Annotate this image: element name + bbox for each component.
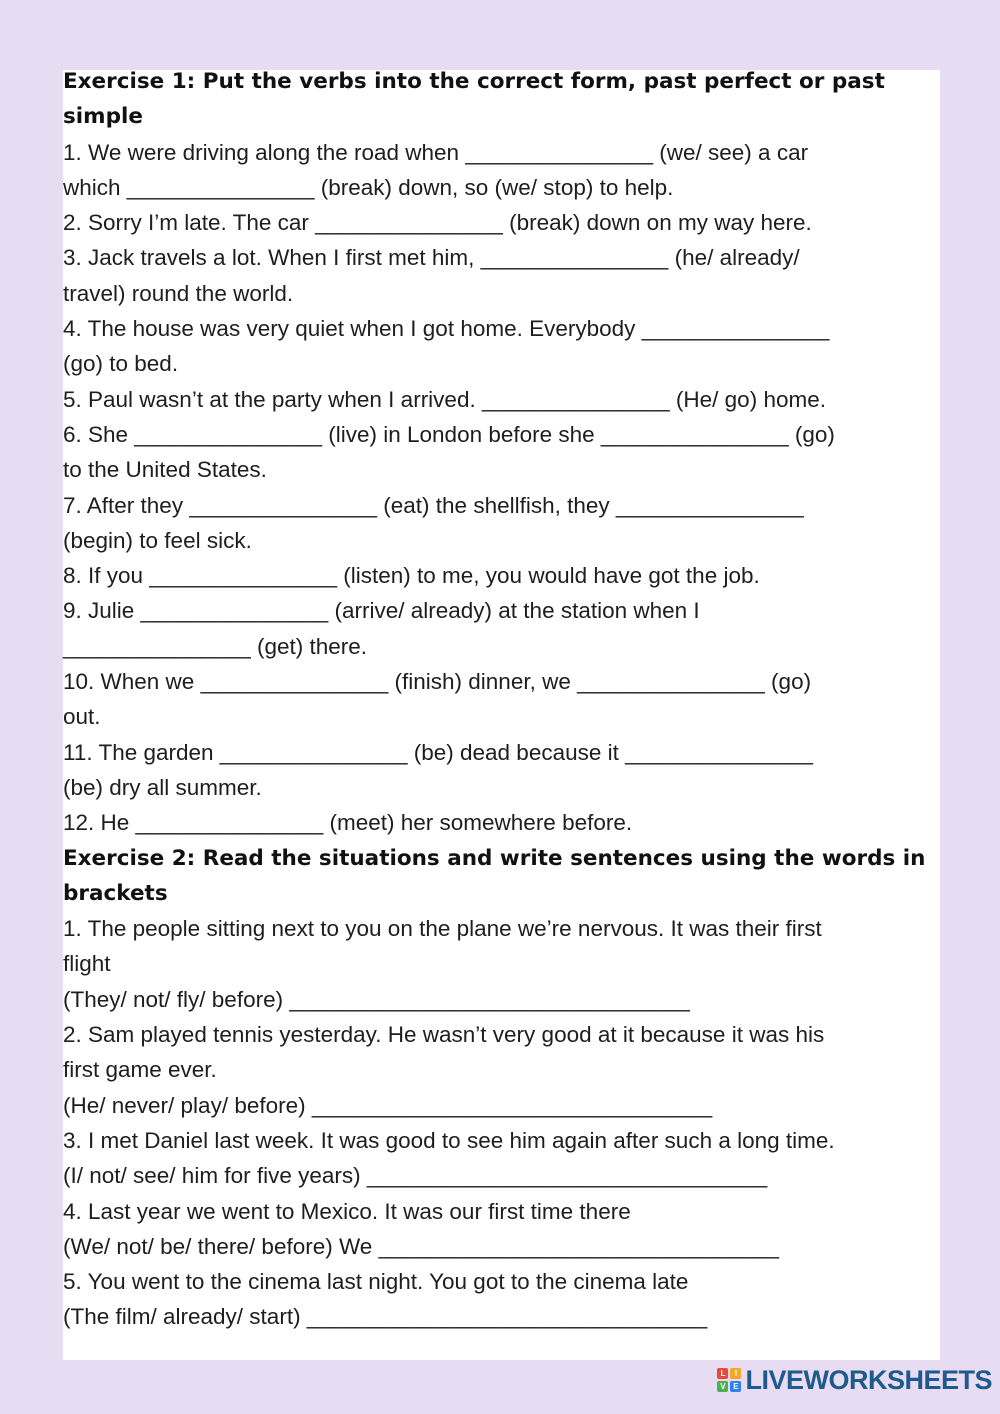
- text-line: 11. The garden _______________ (be) dead because it _______________: [63, 739, 813, 765]
- text-line: to the United States.: [63, 457, 267, 483]
- liveworksheets-logo[interactable]: [717, 1360, 992, 1400]
- exercise-1-heading: Exercise 1: Put the verbs into the correct form, past perfect or past simple: [63, 69, 885, 130]
- text-line: travel) round the world.: [63, 280, 294, 306]
- exercise-2-body: [63, 911, 943, 1335]
- text-line: 6. She _______________ (live) in London before she _______________ (go): [63, 421, 835, 447]
- text-line: (We/ not/ be/ there/ before) We ________________________________: [63, 1233, 780, 1259]
- worksheet-content: [63, 64, 943, 1335]
- exercise-1-body: [63, 135, 943, 841]
- text-line: 9. Julie _______________ (arrive/ already) at the station when I: [63, 598, 700, 624]
- text-line: (begin) to feel sick.: [63, 527, 252, 553]
- logo-mark-icon: [717, 1368, 741, 1392]
- logo-text: LIVEWORKSHEETS: [745, 1364, 992, 1395]
- text-line: (The film/ already/ start) ________________________________: [63, 1304, 708, 1330]
- text-line: 3. Jack travels a lot. When I first met him, _______________ (he/ already/: [63, 245, 800, 271]
- text-line: (They/ not/ fly/ before) ________________________________: [63, 986, 690, 1012]
- text-line: which _______________ (break) down, so (we/ stop) to help.: [63, 174, 674, 200]
- text-line: flight: [63, 951, 111, 977]
- logo-mark-square: I: [730, 1368, 741, 1379]
- logo-mark-square: L: [717, 1368, 728, 1379]
- text-line: (be) dry all summer.: [63, 774, 262, 800]
- text-line: 7. After they _______________ (eat) the shellfish, they _______________: [63, 492, 804, 518]
- text-line: 10. When we _______________ (finish) dinner, we _______________ (go): [63, 669, 812, 695]
- text-line: 4. Last year we went to Mexico. It was our first time there: [63, 1198, 631, 1224]
- text-line: 2. Sorry I’m late. The car _______________ (break) down on my way here.: [63, 210, 812, 236]
- text-line: 8. If you _______________ (listen) to me, you would have got the job.: [63, 563, 760, 589]
- exercise-2-heading: Exercise 2: Read the situations and write sentences using the words in brackets: [63, 845, 926, 906]
- text-line: 1. The people sitting next to you on the plane we’re nervous. It was their first: [63, 916, 822, 942]
- text-line: _______________ (get) there.: [63, 633, 368, 659]
- text-line: 4. The house was very quiet when I got home. Everybody _______________: [63, 316, 830, 342]
- text-line: 2. Sam played tennis yesterday. He wasn’t very good at it because it was his: [63, 1022, 825, 1048]
- text-line: (He/ never/ play/ before) ________________________________: [63, 1092, 713, 1118]
- text-line: (I/ not/ see/ him for five years) ________________________________: [63, 1163, 768, 1189]
- text-line: (go) to bed.: [63, 351, 179, 377]
- text-line: 5. Paul wasn’t at the party when I arrived. _______________ (He/ go) home.: [63, 386, 826, 412]
- text-line: first game ever.: [63, 1057, 217, 1083]
- logo-mark-square: E: [730, 1381, 741, 1392]
- text-line: 1. We were driving along the road when _______________ (we/ see) a car: [63, 139, 809, 165]
- text-line: 5. You went to the cinema last night. You got to the cinema late: [63, 1269, 689, 1295]
- text-line: 12. He _______________ (meet) her somewhere before.: [63, 810, 633, 836]
- text-line: out.: [63, 704, 101, 730]
- text-line: 3. I met Daniel last week. It was good to see him again after such a long time.: [63, 1127, 835, 1153]
- logo-mark-square: V: [717, 1381, 728, 1392]
